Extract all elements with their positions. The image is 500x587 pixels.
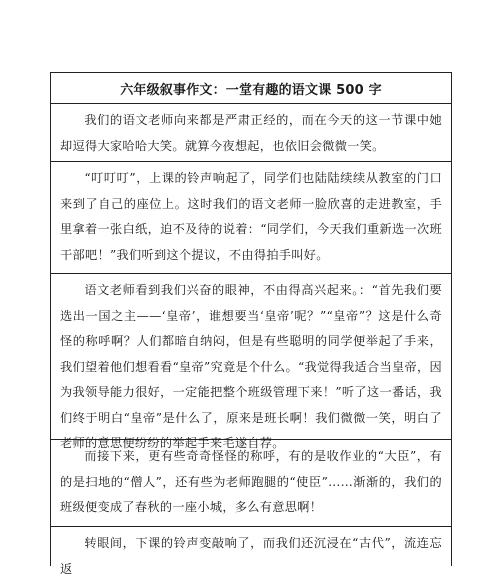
paragraph-4: 而接下来，更有些奇奇怪怪的称呼，有的是收作业的“大臣”，有的是扫地的“僧人”，还有些为老师跑腿的“使臣”……渐渐的，我们的班级便变成了春秋的一座小城，多么有意思啊！	[51, 440, 451, 527]
document-title: 六年级叙事作文：一堂有趣的语文课 500 字	[51, 73, 451, 104]
essay-table	[50, 72, 452, 576]
paragraph-2: “叮叮叮”，上课的铃声响起了，同学们也陆陆续续从教室的门口来到了自己的座位上。这时我们的语文老师一脸欣喜的走进教室，手里拿着一张白纸，迫不及待的说着：“同学们，今天我们重新选一次班干部吧！”我们听到这个提议，不由得拍手叫好。	[51, 162, 451, 274]
paragraph-5: 转眼间，下课的铃声变敲响了，而我们还沉浸在“古代”，流连忘返	[60, 536, 442, 576]
paragraph-3: 语文老师看到我们兴奋的眼神，不由得高兴起来。：“首先我们要选出一国之主——‘皇帝’，谁想要当‘皇帝’呢？”“皇帝”？这是什么奇怪的称呼啊？人们都暗自纳闷，但是有些聪明的同学便举起了手来，我们望着他们想看看“皇帝”究竟是个什么。“我觉得我适合当皇帝，因为我领导能力很好，一定能把整个班级管理下来！”听了这一番话，我们终于明白“皇帝”是什么了，原来是班长啊！我们微微一笑，明白了老师的意思便纷纷的举起手来毛遂自荐。	[51, 274, 451, 440]
paragraph-1: 我们的语文老师向来都是严肃正经的，而在今天的这一节课中她却逗得大家哈哈大笑。就算今夜想起，也依旧会微微一笑。	[51, 104, 451, 162]
